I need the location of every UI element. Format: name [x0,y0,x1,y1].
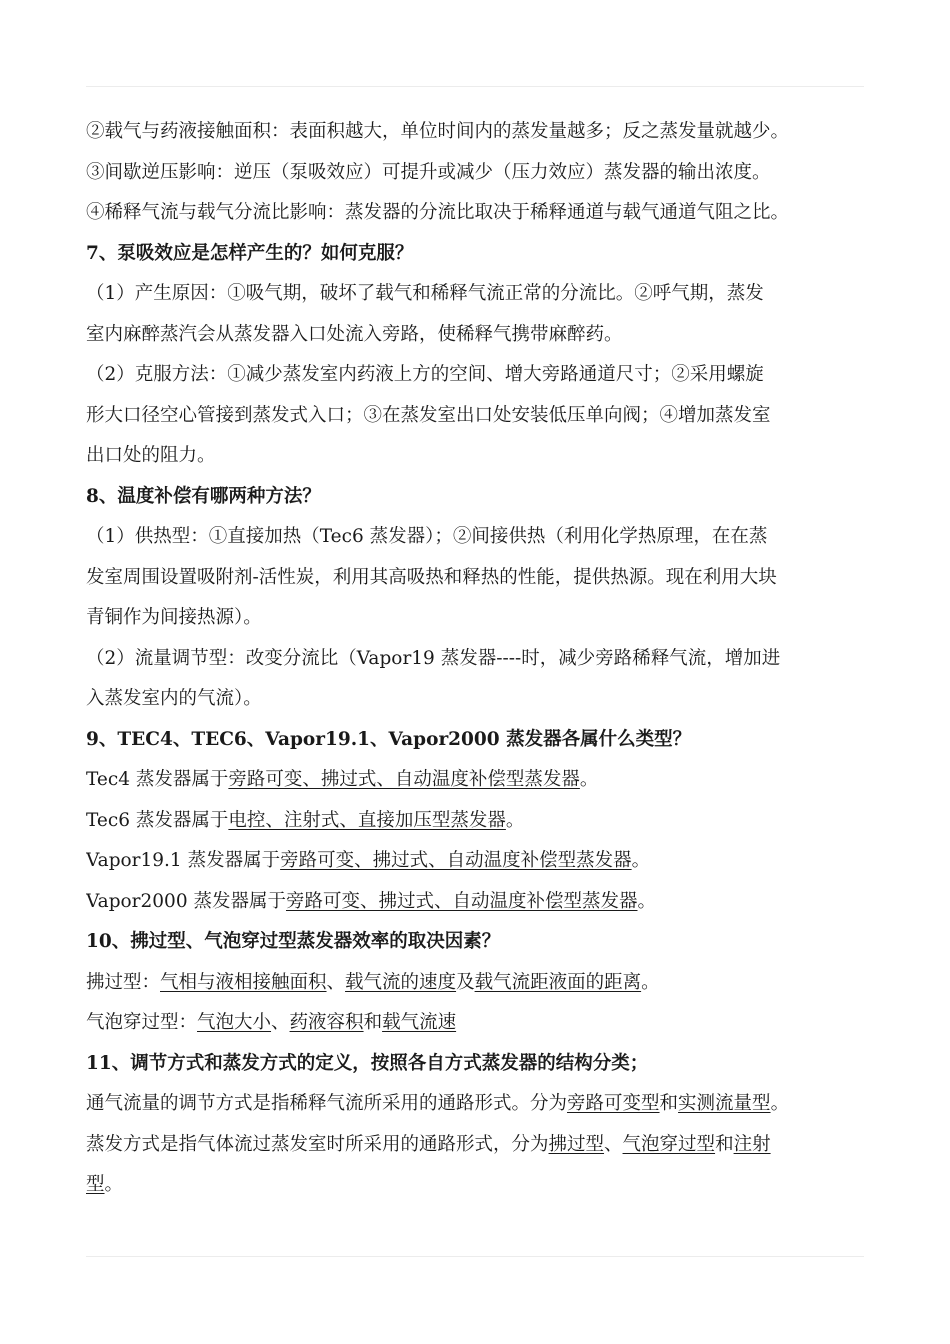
section-heading [86,1044,876,1085]
text-line [86,274,876,315]
section-heading [86,720,876,761]
section-heading [86,922,876,963]
text-run: （1）供热型：①直接加热（Tec6 蒸发器）；②间接供热（利用化学热原理，在在蒸 [86,526,768,547]
underlined-term: 旁路可变、拂过式、自动温度补偿型蒸发器 [280,850,632,871]
document-page [86,112,876,1206]
text-line [86,112,876,153]
text-run: 形大口径空心管接到蒸发式入口；③在蒸发室出口处安装低压单向阀；④增加蒸发室 [86,404,771,426]
text-run: Tec6 蒸发器属于 [86,809,229,831]
text-run: 、 [604,1133,623,1155]
text-run: 。 [637,890,657,912]
text-run: ③间歇逆压影响：逆压（泵吸效应）可提升或减少（压力效应）蒸发器的输出浓度。 [86,161,771,183]
underlined-term: 拂过型 [548,1133,605,1155]
underlined-term: 气泡大小 [197,1012,272,1033]
page-top-rule [86,86,864,87]
text-line [86,517,876,558]
underlined-term: 载气流速 [382,1012,457,1033]
text-run: 和 [715,1133,734,1155]
text-run: 8、温度补偿有哪两种方法？ [86,485,321,507]
text-run: 。 [770,1093,790,1114]
underlined-term: 旁路可变、拂过式、自动温度补偿型蒸发器 [285,890,638,912]
text-run: 。 [505,809,525,831]
text-line [86,396,876,437]
text-run: 。 [641,971,660,993]
text-run: 入蒸发室内的气流）。 [86,688,262,709]
text-line [86,760,876,801]
text-run: 。 [579,769,599,790]
text-line [86,1084,876,1125]
underlined-term: 实测流量型 [678,1093,771,1114]
text-line [86,1125,876,1166]
text-run: 、 [271,1012,290,1033]
text-run: （2）克服方法：①减少蒸发室内药液上方的空间、增大旁路通道尺寸；②采用螺旋 [86,364,764,385]
text-run: 拂过型： [86,971,161,993]
text-run: 9、TEC4、TEC6、Vapor19.1、Vapor2000 蒸发器各属什么类型？ [86,728,692,750]
text-run: 、 [326,971,346,993]
text-run: 室内麻醉蒸汽会从蒸发器入口处流入旁路，使稀释气携带麻醉药。 [86,323,623,345]
underlined-term: 旁路可变、拂过式、自动温度补偿型蒸发器 [228,769,580,790]
text-run: 11、调节方式和蒸发方式的定义，按照各自方式蒸发器的结构分类； [86,1052,649,1074]
text-run: Vapor19.1 蒸发器属于 [86,850,281,871]
text-run: 7、泵吸效应是怎样产生的？如何克服？ [86,242,414,264]
text-line [86,436,876,477]
text-run: （2）流量调节型：改变分流比（Vapor19 蒸发器----时，减少旁路稀释气流，增加进 [86,647,781,669]
text-run: 及 [456,971,475,993]
underlined-term: 气泡穿过型 [622,1133,716,1155]
text-run: 通气流量的调节方式是指稀释气流所采用的通路形式。分为 [86,1093,568,1114]
section-heading [86,234,876,275]
text-run: 。 [631,850,651,871]
text-line [86,598,876,639]
underlined-term: 载气流的速度 [345,971,457,993]
underlined-term: 载气流距液面的距离 [474,971,642,993]
text-run: 发室周围设置吸附剂-活性炭，利用其高吸热和释热的性能，提供热源。现在利用大块 [86,566,777,588]
text-line [86,193,876,234]
section-heading [86,477,876,518]
text-run: 青铜作为间接热源）。 [86,607,262,628]
text-run: ④稀释气流与载气分流比影响：蒸发器的分流比取决于稀释通道与载气通道气阻之比。 [86,202,790,223]
text-run: 气泡穿过型： [86,1012,198,1033]
text-line [86,153,876,194]
text-line [86,1165,876,1206]
text-line [86,882,876,923]
text-line [86,355,876,396]
underlined-term: 气相与液相接触面积 [160,971,327,993]
text-run: 蒸发方式是指气体流过蒸发室时所采用的通路形式，分为 [86,1133,549,1155]
text-line [86,558,876,599]
underlined-term: 旁路可变型 [567,1093,660,1114]
underlined-term: 注射 [733,1133,771,1155]
text-run: 出口处的阻力。 [86,445,216,466]
text-line [86,963,876,1004]
text-run: ②载气与药液接触面积：表面积越大，单位时间内的蒸发量越多；反之蒸发量就越少。 [86,121,790,142]
text-line [86,315,876,356]
text-run: 。 [104,1174,124,1195]
text-run: 和 [659,1093,679,1114]
text-run: Vapor2000 蒸发器属于 [86,890,286,912]
underlined-term: 药液容积 [289,1012,364,1033]
text-line [86,679,876,720]
text-run: 10、拂过型、气泡穿过型蒸发器效率的取决因素？ [86,931,501,952]
text-line [86,841,876,882]
text-line [86,801,876,842]
text-line [86,639,876,680]
underlined-term: 电控、注射式、直接加压型蒸发器 [228,809,506,831]
underlined-term: 型 [86,1174,105,1195]
text-line [86,1003,876,1044]
text-run: Tec4 蒸发器属于 [86,769,229,790]
text-run: 和 [363,1012,383,1033]
text-run: （1）产生原因：①吸气期，破坏了载气和稀释气流正常的分流比。②呼气期，蒸发 [86,283,764,304]
page-bottom-rule [86,1256,864,1257]
